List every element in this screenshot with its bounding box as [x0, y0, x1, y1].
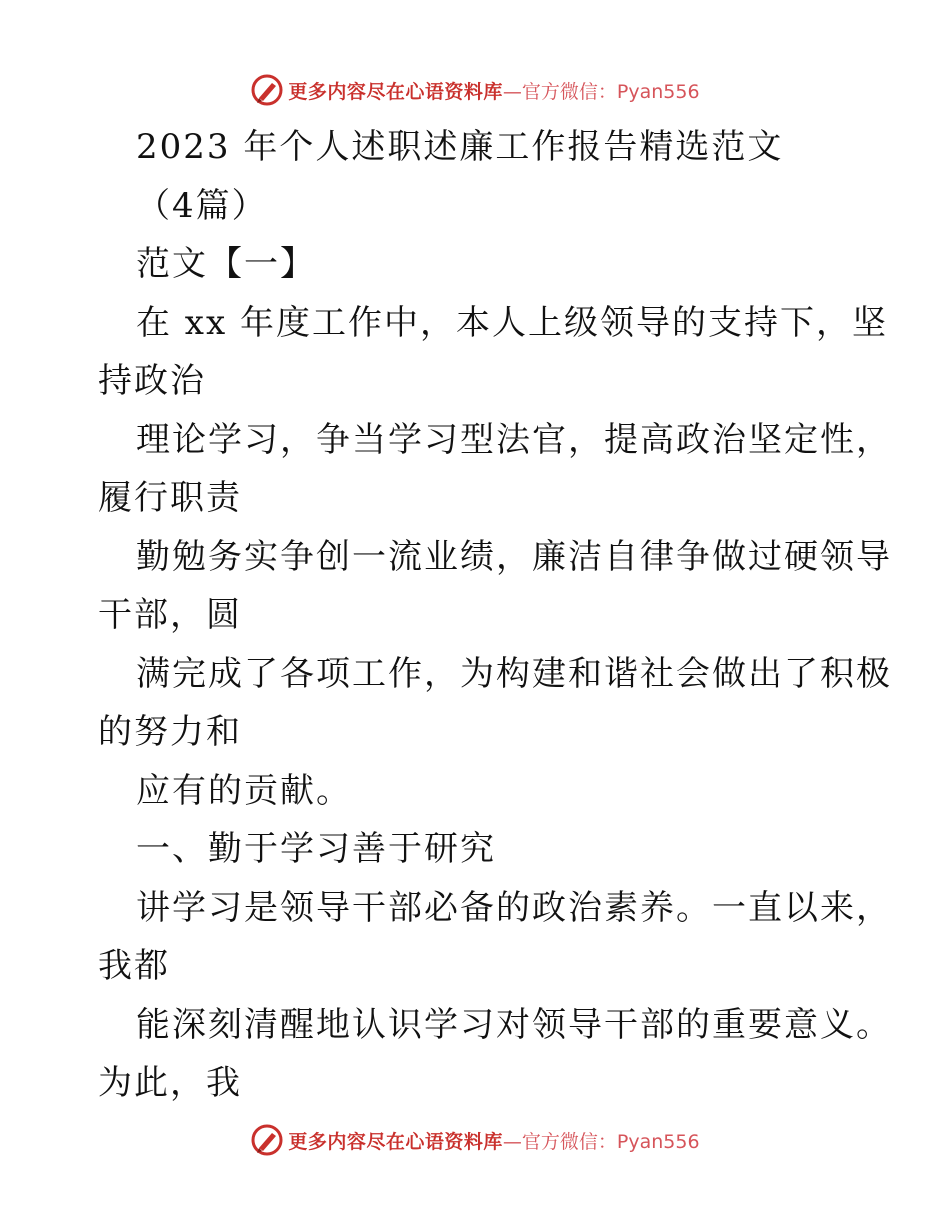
section-heading: 范文【一】 [136, 244, 316, 284]
header-watermark-banner [0, 70, 950, 110]
banner-sub-text: —官方微信：Pyan556 [502, 80, 700, 103]
paragraph-line: 应有的贡献。 [136, 770, 352, 811]
banner-main-text: 更多内容尽在心语资料库 [288, 80, 503, 103]
doc-title-line: 2023 年个人述职述廉工作报告精选范文 [136, 127, 784, 167]
paragraph-line: 干部，圆 [98, 595, 242, 635]
paragraph-line: 我都 [98, 946, 170, 986]
paragraph-line: 为此，我 [98, 1063, 242, 1103]
paragraph-line: 满完成了各项工作，为构建和谐社会做出了积极 [136, 653, 892, 694]
pen-logo-icon [250, 1123, 284, 1157]
paragraph-line: 的努力和 [98, 712, 242, 752]
footer-watermark-banner [0, 1120, 950, 1160]
document-body [98, 118, 892, 1113]
paragraph-line: 持政治 [98, 361, 206, 401]
banner-main-text: 更多内容尽在心语资料库 [288, 1130, 503, 1153]
paragraph-line: 理论学习，争当学习型法官，提高政治坚定性， [136, 419, 892, 460]
paragraph-line: 勤勉务实争创一流业绩，廉洁自律争做过硬领导 [136, 536, 892, 577]
doc-title-count: （4篇） [136, 185, 268, 226]
paragraph-line: 履行职责 [98, 478, 242, 518]
subsection-heading: 一、勤于学习善于研究 [136, 829, 496, 869]
banner-sub-text: —官方微信：Pyan556 [502, 1130, 700, 1153]
paragraph-line: 能深刻清醒地认识学习对领导干部的重要意义。 [136, 1004, 892, 1045]
pen-logo-icon [250, 73, 284, 107]
paragraph-line: 在 xx 年度工作中，本人上级领导的支持下，坚 [136, 302, 888, 343]
paragraph-line: 讲学习是领导干部必备的政治素养。一直以来， [136, 887, 892, 928]
